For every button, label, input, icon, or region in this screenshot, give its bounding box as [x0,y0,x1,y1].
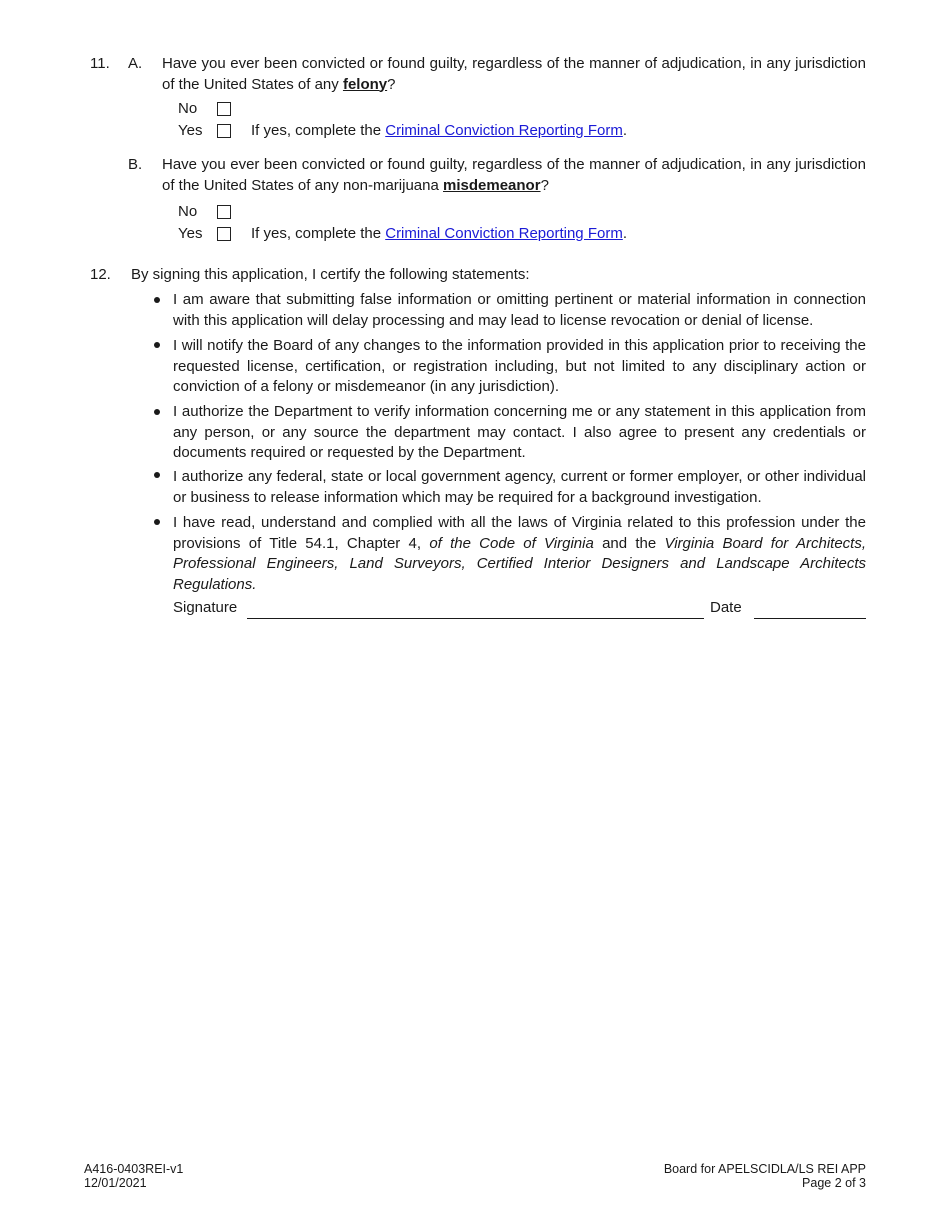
question-11a-yes-label: Yes [178,122,203,139]
question-11b-yes-checkbox[interactable] [217,227,231,241]
bullet-dot [154,297,160,303]
bullet-dot [154,342,160,348]
bullet-dot [154,409,160,415]
question-12-number: 12. [90,266,111,283]
footer-date: 12/01/2021 [84,1176,147,1190]
certify-statement-5: I have read, understand and complied with all the laws of Virginia related to this profession under the provisions of Title 54.1, Chapter 4, of the Code of Virginia and the Virginia Board for Architects, Professional Engineers, Land Surveyors, Certified Interior Designers and Landscape Architects Regulations. [173,514,866,593]
misdemeanor-emphasis: misdemeanor [443,176,541,194]
date-label: Date [710,599,742,616]
certify-statement-1: I am aware that submitting false information or omitting pertinent or material information in connection with this application will delay processing and may lead to license revocation or denial of license. [173,291,866,329]
criminal-conviction-form-link[interactable]: Criminal Conviction Reporting Form [385,225,623,242]
question-11b-yes-label: Yes [178,225,203,242]
question-11a-no-label: No [178,100,198,117]
certify-statement-2: I will notify the Board of any changes to the information provided in this application prior to receiving the requested license, certification, or registration including, but not limited to any disciplinary action or conviction of a felony or misdemeanor (in any jurisdiction). [173,337,866,395]
certify-statement-3: I authorize the Department to verify information concerning me or any statement in this application from any person, or any source the department may contact. I also agree to present any credentials or documents required or requested by the Department. [173,403,866,461]
question-11a-letter: A. [128,55,143,72]
footer-form-code: A416-0403REI-v1 [84,1162,184,1176]
criminal-conviction-form-link[interactable]: Criminal Conviction Reporting Form [385,122,623,139]
question-11b-text: Have you ever been convicted or found guilty, regardless of the manner of adjudication, in any jurisdiction of the United States of any non-marijuana misdemeanor? [162,156,866,194]
question-11a-yes-checkbox[interactable] [217,124,231,138]
question-11b-letter: B. [128,156,143,173]
question-11-number: 11. [90,55,110,72]
question-12-intro: By signing this application, I certify the following statements: [131,266,530,283]
question-11b-no-label: No [178,203,198,220]
question-11a-text: Have you ever been convicted or found guilty, regardless of the manner of adjudication, in any jurisdiction of the United States of any felony? [162,55,866,93]
felony-emphasis: felony [342,75,388,93]
bullet-dot [154,472,160,478]
date-line[interactable] [754,618,866,619]
bullet-dot [154,519,160,525]
question-11b-if-yes: If yes, complete the Criminal Conviction Reporting Form. [251,225,627,242]
footer-page-number: Page 2 of 3 [802,1176,866,1190]
certify-statement-4: I authorize any federal, state or local government agency, current or former employer, or other individual or business to release information which may be required for a background investigation. [173,468,866,506]
signature-label: Signature [173,599,238,616]
footer-board: Board for APELSCIDLA/LS REI APP [663,1162,866,1176]
question-11a-if-yes: If yes, complete the Criminal Conviction Reporting Form. [251,122,627,139]
question-11b-no-checkbox[interactable] [217,205,231,219]
question-11a-no-checkbox[interactable] [217,102,231,116]
signature-line[interactable] [247,618,704,619]
